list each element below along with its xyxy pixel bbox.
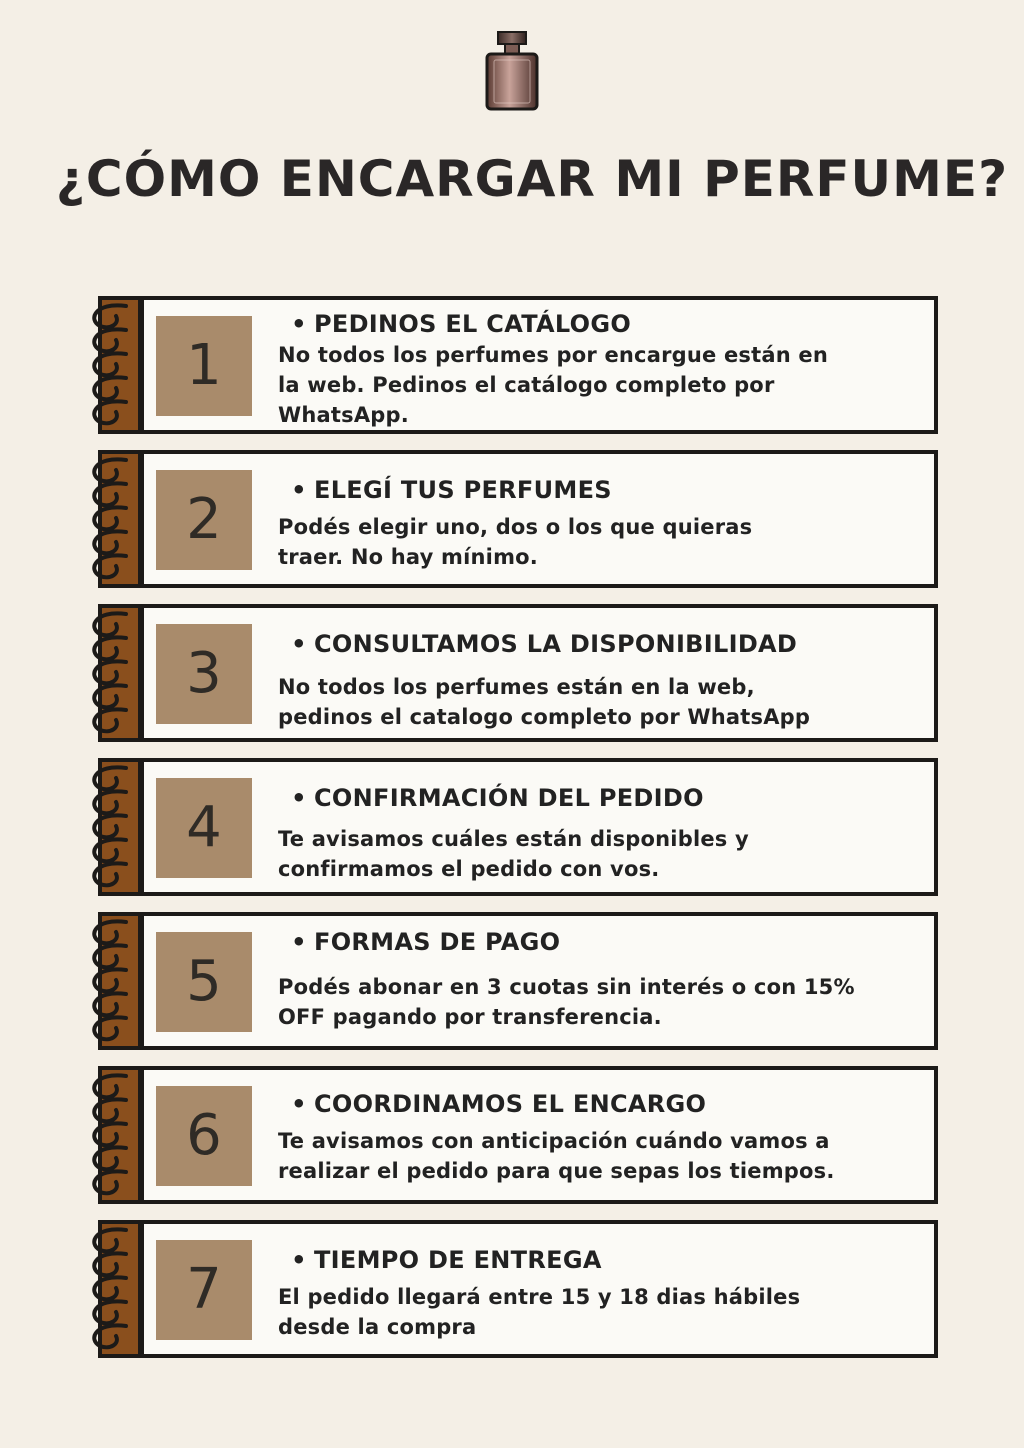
step-heading: [284, 310, 924, 338]
step-number-box: [156, 778, 252, 878]
description-line: El pedido llegará entre 15 y 18 dias hábiles: [278, 1285, 801, 1309]
step-title: TIEMPO DE ENTREGA: [314, 1246, 602, 1274]
step-description: [278, 512, 938, 572]
description-line: pedinos el catalogo completo por WhatsApp: [278, 705, 811, 729]
description-line: Te avisamos cuáles están disponibles y: [278, 827, 749, 851]
spiral-binding-icon: [86, 302, 134, 428]
step-title: CONFIRMACIÓN DEL PEDIDO: [314, 784, 704, 812]
description-line: realizar el pedido para que sepas los tiempos.: [278, 1159, 835, 1183]
step-number-box: [156, 1240, 252, 1340]
step-title: FORMAS DE PAGO: [314, 928, 561, 956]
description-line: Podés abonar en 3 cuotas sin interés o con 15%: [278, 975, 855, 999]
description-line: confirmamos el pedido con vos.: [278, 857, 660, 881]
step-number-box: [156, 1086, 252, 1186]
step-description: [278, 672, 938, 732]
bullet-icon: •: [291, 784, 307, 812]
step-number: 6: [186, 1103, 222, 1168]
step-number-box: [156, 316, 252, 416]
bullet-icon: •: [291, 928, 307, 956]
description-line: No todos los perfumes están en la web,: [278, 675, 755, 699]
step-card: [98, 912, 938, 1050]
description-line: la web. Pedinos el catálogo completo por: [278, 373, 775, 397]
description-line: Podés elegir uno, dos o los que quieras: [278, 515, 753, 539]
step-heading: [284, 1246, 924, 1274]
step-number: 7: [186, 1257, 222, 1322]
step-card: [98, 758, 938, 896]
step-heading: [284, 928, 924, 956]
step-heading: [284, 784, 924, 812]
step-number: 4: [186, 795, 222, 860]
bullet-icon: •: [291, 1090, 307, 1118]
step-description: [278, 824, 938, 884]
step-number: 2: [186, 487, 222, 552]
step-title: CONSULTAMOS LA DISPONIBILIDAD: [314, 630, 798, 658]
step-title: ELEGÍ TUS PERFUMES: [314, 476, 612, 504]
step-card: [98, 604, 938, 742]
step-description: [278, 340, 938, 430]
description-line: WhatsApp.: [278, 403, 409, 427]
description-line: No todos los perfumes por encargue están en: [278, 343, 828, 367]
step-title: PEDINOS EL CATÁLOGO: [314, 310, 632, 338]
step-number: 3: [186, 641, 222, 706]
spiral-binding-icon: [86, 456, 134, 582]
step-number: 1: [186, 333, 222, 398]
description-line: OFF pagando por transferencia.: [278, 1005, 662, 1029]
step-heading: [284, 1090, 924, 1118]
bullet-icon: •: [291, 630, 307, 658]
step-description: [278, 1126, 938, 1186]
step-number-box: [156, 932, 252, 1032]
perfume-bottle-icon: [484, 30, 540, 112]
description-line: traer. No hay mínimo.: [278, 545, 538, 569]
step-description: [278, 972, 938, 1032]
bullet-icon: •: [291, 476, 307, 504]
page-title: ¿CÓMO ENCARGAR MI PERFUME?: [55, 150, 1009, 208]
spiral-binding-icon: [86, 1226, 134, 1352]
step-description: [278, 1282, 938, 1342]
step-heading: [284, 630, 924, 658]
step-number-box: [156, 624, 252, 724]
spiral-binding-icon: [86, 764, 134, 890]
step-card: [98, 450, 938, 588]
step-card: [98, 1066, 938, 1204]
step-heading: [284, 476, 924, 504]
spiral-binding-icon: [86, 1072, 134, 1198]
step-number-box: [156, 470, 252, 570]
spiral-binding-icon: [86, 918, 134, 1044]
step-title: COORDINAMOS EL ENCARGO: [314, 1090, 707, 1118]
spiral-binding-icon: [86, 610, 134, 736]
description-line: desde la compra: [278, 1315, 477, 1339]
step-card: [98, 1220, 938, 1358]
step-number: 5: [186, 949, 222, 1014]
bullet-icon: •: [291, 310, 307, 338]
step-card: [98, 296, 938, 434]
bullet-icon: •: [291, 1246, 307, 1274]
description-line: Te avisamos con anticipación cuándo vamos a: [278, 1129, 830, 1153]
